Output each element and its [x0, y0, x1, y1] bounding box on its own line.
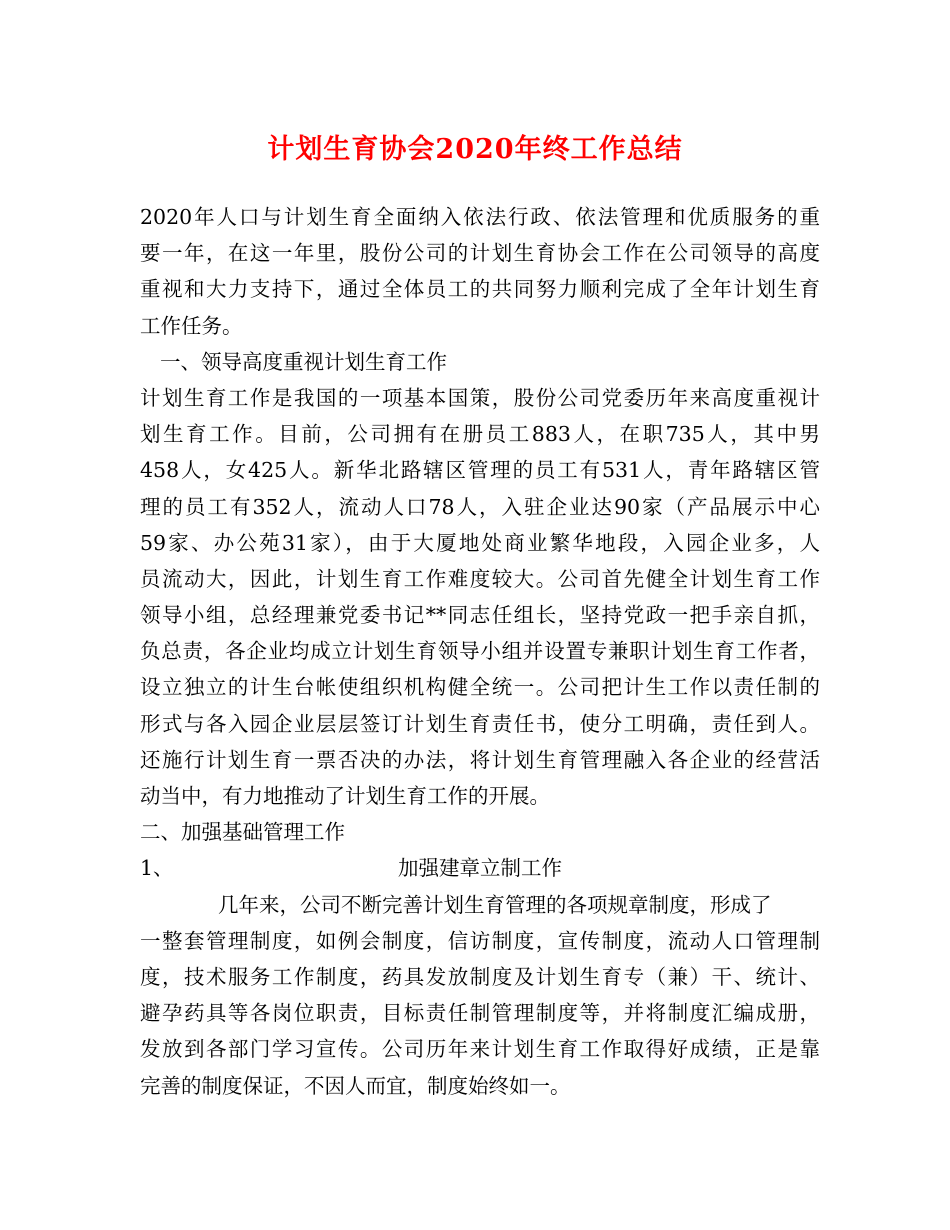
paragraph-line: 形式与各入园企业层层签订计划生育责任书，使分工明确，责任到人。 [140, 711, 820, 736]
section-heading-1: 一、领导高度重视计划生育工作 [160, 349, 447, 374]
paragraph-line: 发放到各部门学习宣传。公司历年来计划生育工作取得好成绩，正是靠 [140, 1037, 820, 1062]
paragraph-line: 几年来，公司不断完善计划生育管理的各项规章制度，形成了 [218, 892, 772, 917]
paragraph-line: 重视和大力支持下，通过全体员工的共同努力顺利完成了全年计划生育 [140, 277, 820, 302]
paragraph-line: 理的员工有352人，流动人口78人，入驻企业达90家（产品展示中心 [140, 494, 820, 519]
paragraph-line: 划生育工作。目前，公司拥有在册员工883人，在职735人，其中男 [140, 422, 820, 447]
subsection-heading [140, 850, 820, 886]
document-body [140, 199, 820, 1104]
paragraph-line: 度，技术服务工作制度，药具发放制度及计划生育专（兼）干、统计、 [140, 964, 820, 989]
paragraph-line: 避孕药具等各岗位职责，目标责任制管理制度等，并将制度汇编成册， [140, 1001, 820, 1026]
paragraph-line: 还施行计划生育一票否决的办法，将计划生育管理融入各企业的经营活 [140, 747, 820, 772]
paragraph-line: 要一年，在这一年里，股份公司的计划生育协会工作在公司领导的高度 [140, 241, 820, 266]
paragraph-line: 负总责，各企业均成立计划生育领导小组并设置专兼职计划生育工作者， [140, 639, 820, 664]
paragraph-line: 完善的制度保证，不因人而宜，制度始终如一。 [140, 1073, 571, 1098]
subsection-number: 1、 [140, 856, 174, 881]
paragraph-line: 员流动大，因此，计划生育工作难度较大。公司首先健全计划生育工作 [140, 566, 820, 591]
paragraph-line: 59家、办公苑31家），由于大厦地处商业繁华地段，入园企业多，人 [140, 530, 820, 555]
paragraph-line: 设立独立的计生台帐使组织机构健全统一。公司把计生工作以责任制的 [140, 675, 820, 700]
paragraph-line: 计划生育工作是我国的一项基本国策，股份公司党委历年来高度重视计 [140, 385, 820, 410]
subsection-title: 加强建章立制工作 [398, 856, 562, 881]
paragraph-line: 一整套管理制度，如例会制度，信访制度，宣传制度，流动人口管理制 [140, 928, 820, 953]
paragraph-line: 领导小组，总经理兼党委书记**同志任组长，坚持党政一把手亲自抓， [140, 603, 820, 628]
paragraph-line: 458人，女425人。新华北路辖区管理的员工有531人，青年路辖区管 [140, 458, 820, 483]
paragraph-line: 动当中，有力地推动了计划生育工作的开展。 [140, 784, 550, 808]
document-title: 计划生育协会2020年终工作总结 [267, 134, 683, 165]
section-heading-2: 二、加强基础管理工作 [140, 820, 345, 845]
paragraph-line: 工作任务。 [140, 313, 243, 338]
paragraph-line: 2020年人口与计划生育全面纳入依法行政、依法管理和优质服务的重 [140, 205, 820, 229]
